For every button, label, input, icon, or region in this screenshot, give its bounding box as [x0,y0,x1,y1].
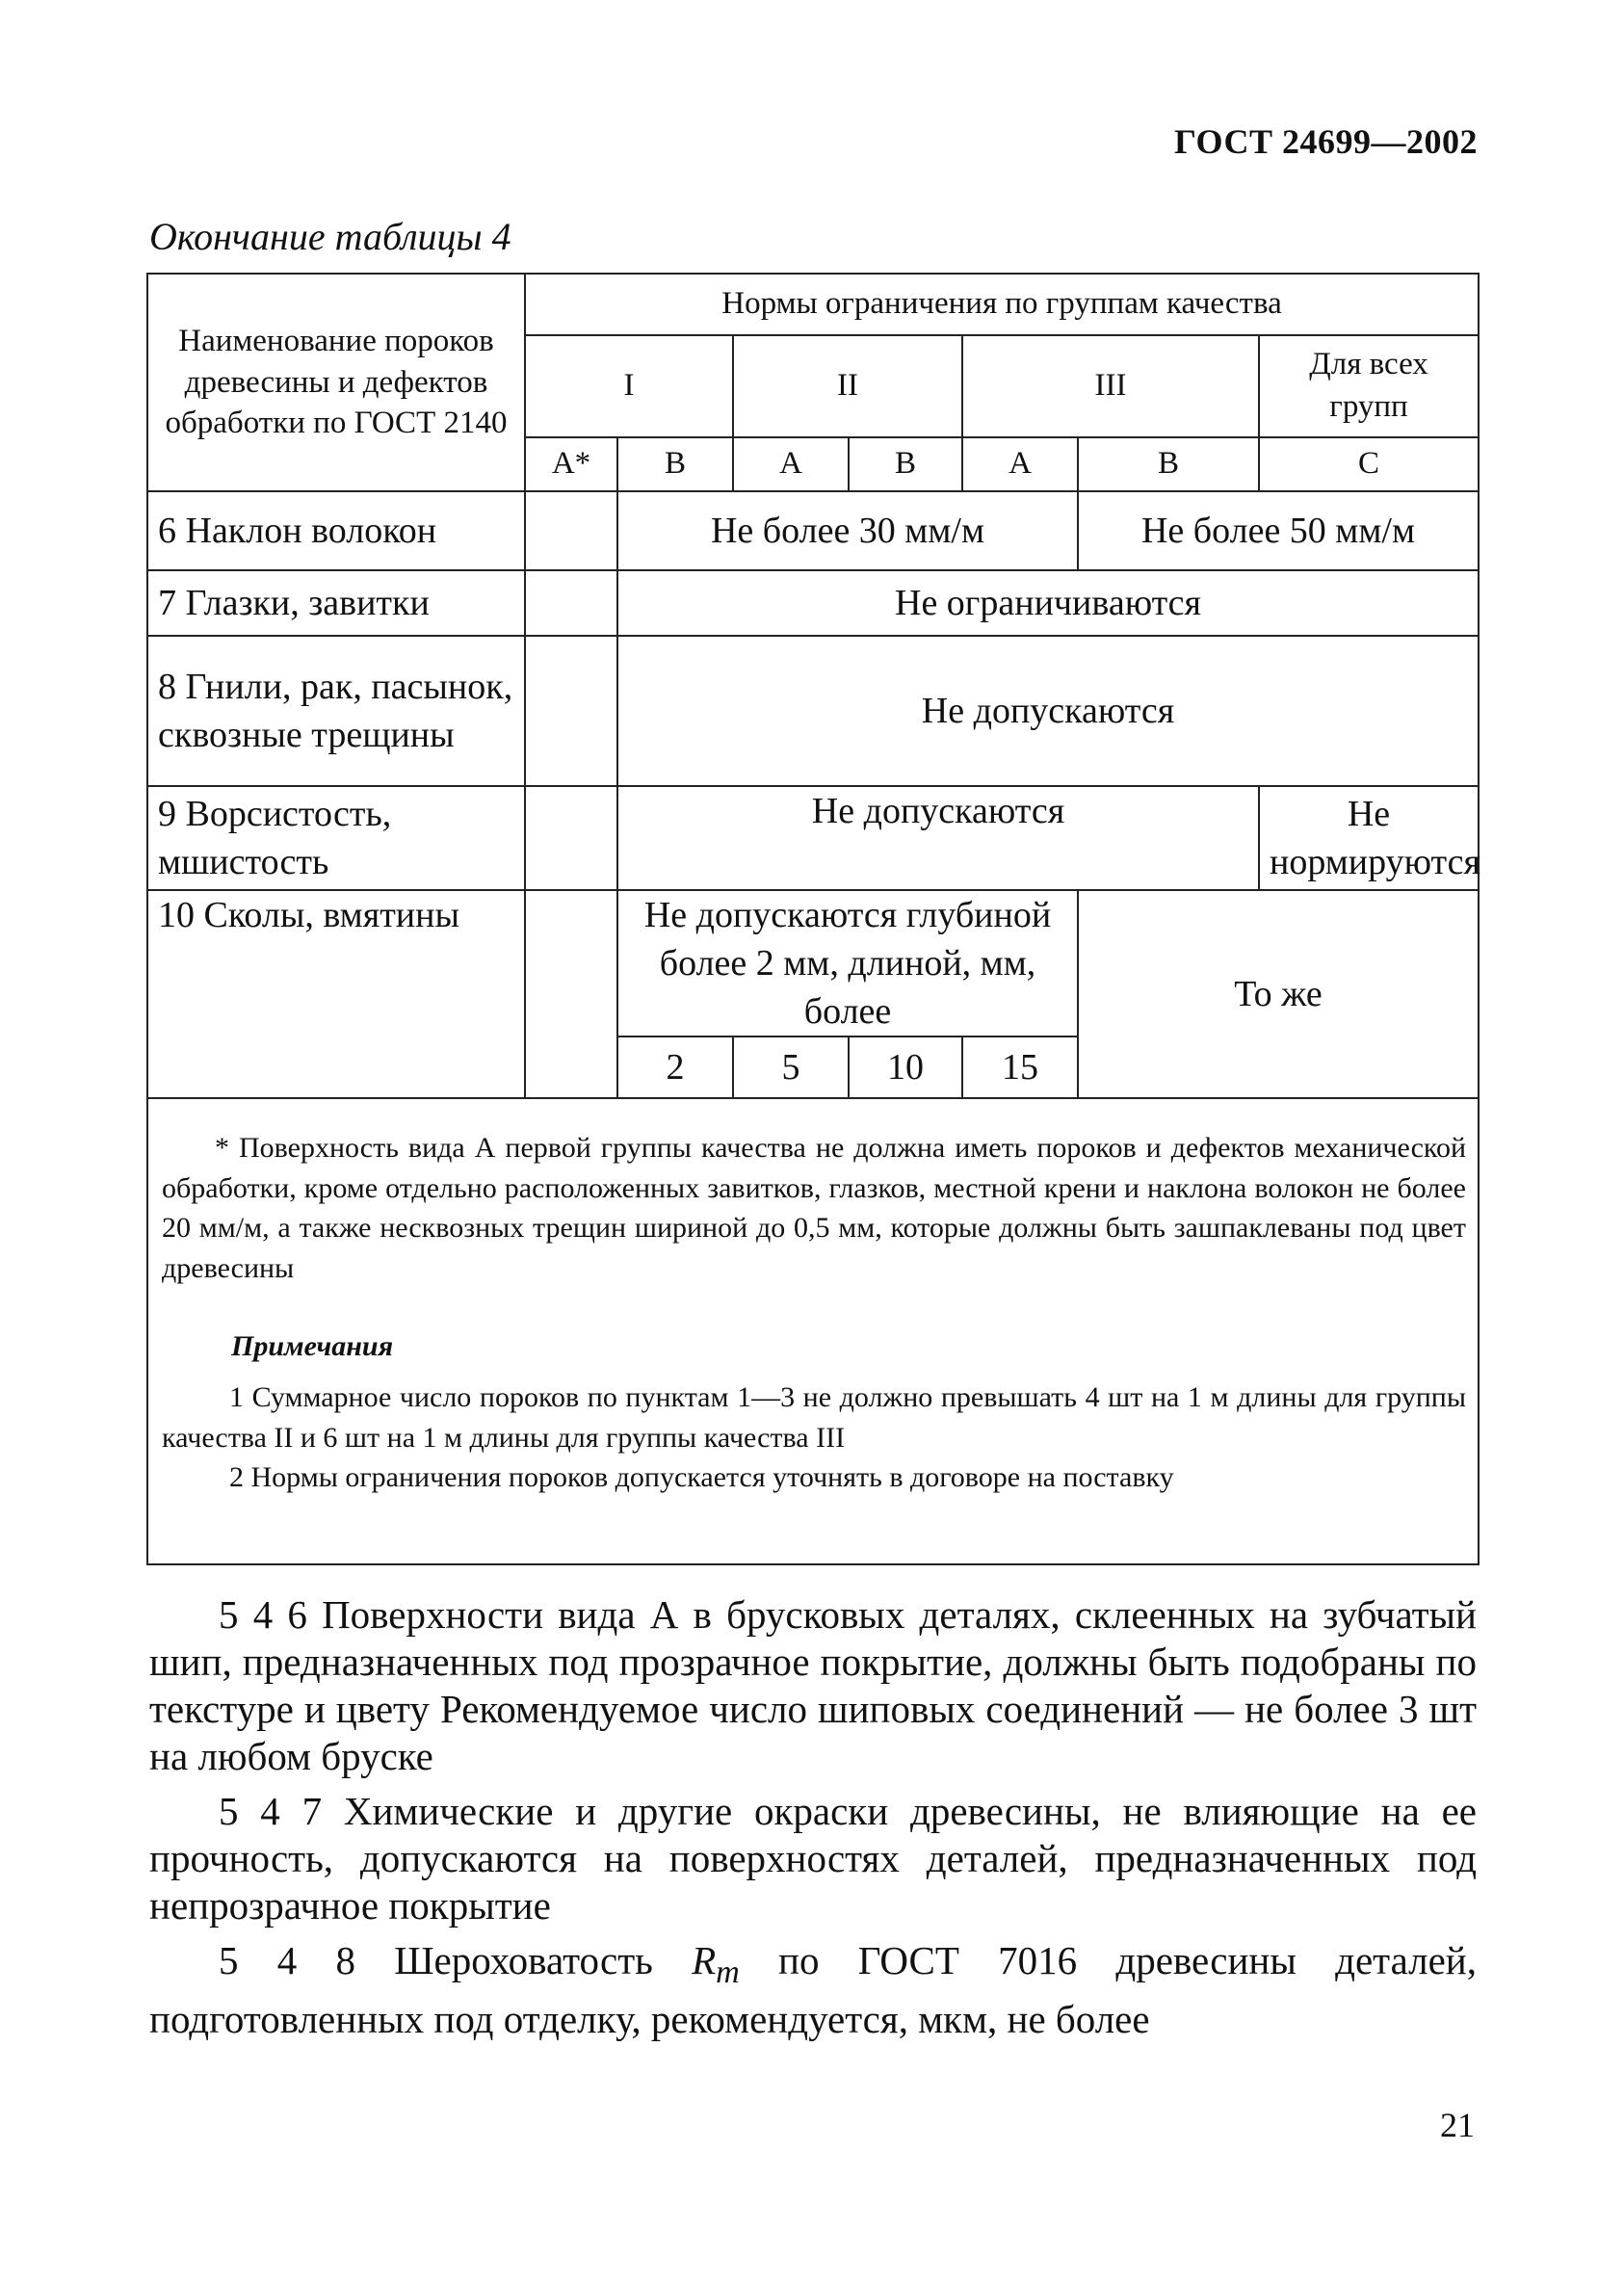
empty-cell [525,491,617,570]
table-row [147,786,1479,890]
length-value: 5 [733,1037,849,1098]
subcol-header: А [733,437,849,491]
limit-value: То же [1078,890,1479,1098]
table-row [147,636,1479,786]
roughness-symbol: R [692,1938,717,1982]
document-code: ГОСТ 24699—2002 [1174,122,1478,161]
defect-name: 10 Сколы, вмятины [147,890,525,1098]
subcol-header: В [1078,437,1259,491]
paragraph: 5 4 6 Поверхности вида А в брусковых деталях, склеенных на зубчатый шип, предназначенных под прозрачное покрытие, должны быть подобраны по текстуре и цвету Рекомендуемое число шиповых соединений — не более 3 шт на любом бруске [149,1592,1477,1778]
body-text [149,1591,1477,2051]
paragraph: 5 4 7 Химические и другие окраски древесины, не влияющие на ее прочность, допускаются на поверхностях деталей, предназначенных под непрозрачное покрытие [149,1789,1477,1928]
defect-name: 7 Глазки, завитки [147,570,525,636]
defect-name: 8 Гнили, рак, пасынок, сквозные трещины [147,636,525,786]
table-row [147,890,1479,1037]
paragraph-text: 5 4 8 Шероховатость [219,1938,693,1982]
roughness-subscript: m [716,1955,740,1991]
group-header-1: I [525,335,733,437]
subcol-header: С [1259,437,1479,491]
length-value: 2 [617,1037,733,1098]
paragraph [149,1937,1477,2043]
table-notes [147,1098,1479,1564]
table-row [147,491,1479,570]
group-header-2: II [733,335,962,437]
column-header-defect-name: Наименование пороков древесины и дефектов обработки по ГОСТ 2140 [147,274,525,491]
group-header-all: Для всех групп [1259,335,1479,437]
note-item: 2 Нормы ограничения пороков допускается уточнять в договоре на поставку [229,1461,1174,1494]
subcol-header: В [617,437,733,491]
group-header: Нормы ограничения по группам качества [525,274,1479,335]
subcol-header: В [849,437,962,491]
footnote: * Поверхность вида А первой группы качества не должна иметь пороков и дефектов механической обработки, кроме отдельно расположенных завитков, глазков, местной крени и наклона волокон не более 20 мм/м, а также несквозных трещин шириной до 0,5 мм, которые должны быть зашпаклеваны под цвет древесины [162,1132,1466,1284]
group-header-3: III [962,335,1259,437]
limit-value: Не допускаются глубиной более 2 мм, длиной, мм, более [617,890,1078,1037]
table-title: Окончание таблицы 4 [149,215,511,258]
limit-value: Не допускаются [617,786,1259,890]
paragraph-text: по ГОСТ 7016 древесины деталей, подготовленных под отделку, рекомендуется, мкм, не более [149,1938,1477,2042]
length-value: 10 [849,1037,962,1098]
empty-cell [525,890,617,1098]
limit-value: Не допускаются [617,636,1479,786]
note-item: 1 Суммарное число пороков по пунктам 1—3 не должно превышать 4 шт на 1 м длины для группы качества II и 6 шт на 1 м длины для группы качества III [162,1381,1466,1454]
limit-value: Не нормируются [1259,786,1479,890]
defect-name: 9 Ворсистость, мшистость [147,786,525,890]
subcol-header: А [962,437,1078,491]
page-number: 21 [1440,2106,1475,2144]
notes-title: Примечания [231,1330,394,1363]
limit-value: Не более 50 мм/м [1078,491,1479,570]
empty-cell [525,636,617,786]
empty-cell [525,786,617,890]
limit-value: Не ограничиваются [617,570,1479,636]
table-row [147,570,1479,636]
limit-value: Не более 30 мм/м [617,491,1078,570]
empty-cell [525,570,617,636]
length-value: 15 [962,1037,1078,1098]
defect-name: 6 Наклон волокон [147,491,525,570]
defects-table [146,273,1480,1565]
subcol-header: А* [525,437,617,491]
